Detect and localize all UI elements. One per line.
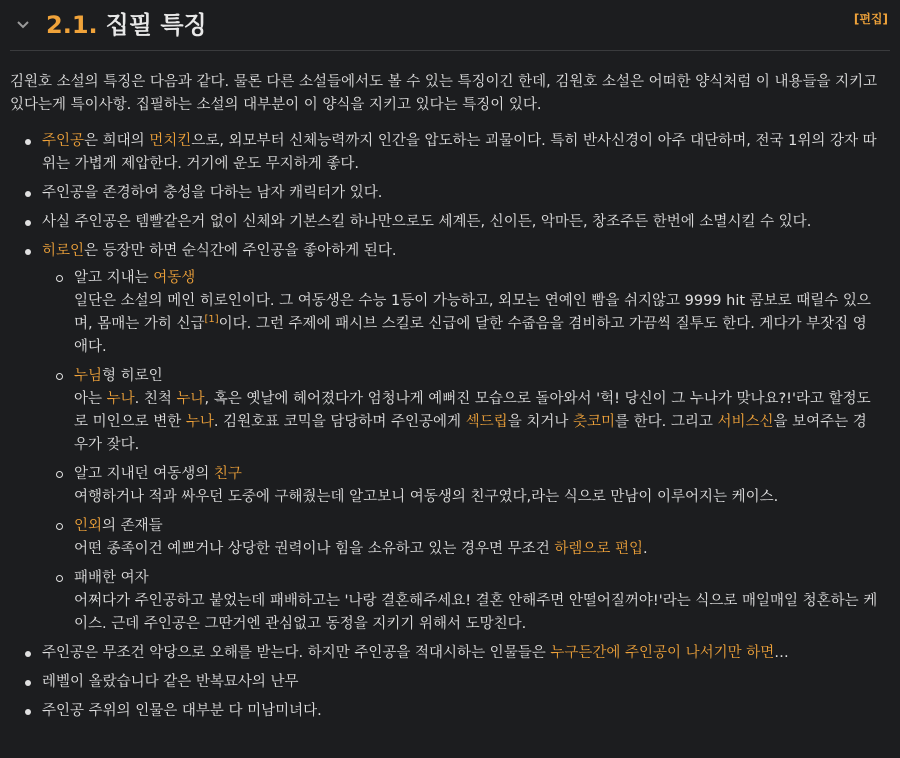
- link-older-sister[interactable]: 누님: [74, 368, 103, 384]
- list-item: [10, 130, 890, 176]
- section-heading[interactable]: [10, 0, 890, 51]
- intro-paragraph: 김원호 소설의 특징은 다음과 같다. 물론 다른 소설들에서도 볼 수 있는 특징이긴 한데, 김원호 소설은 어떠한 양식처럼 이 내용들을 지키고 있다는게 특이사항. 집필하는 소설의 대부분이 이 양식을 지키고 있다는 특징이 있다.: [10, 74, 878, 113]
- item-text: 이다. 그런 주제에 패시브 스킬로 신급에 달한 수줍음을 겸비하고 가끔씩 질투도 한다. 게다가 부잣집 영애다.: [74, 316, 867, 355]
- feature-list: [10, 130, 890, 723]
- item-text: 의 존재들: [102, 518, 163, 534]
- link-friend[interactable]: 친구: [213, 466, 242, 482]
- list-item: [10, 182, 890, 205]
- footnote-link[interactable]: [1]: [204, 314, 219, 326]
- sublist-item: [42, 463, 878, 509]
- item-text: 은 등장만 하면 순식간에 주인공을 좋아하게 된다.: [84, 243, 397, 259]
- item-text: 여행하거나 적과 싸우던 도중에 구해줬는데 알고보니 여동생의 친구였다,라는 식으로 만남이 이루어지는 케이스.: [74, 489, 779, 505]
- link-noona-2[interactable]: 누나: [176, 391, 205, 407]
- item-text: 레벨이 올랐습니다 같은 반복묘사의 난무: [42, 674, 299, 690]
- item-text: 를 한다. 그리고: [614, 414, 718, 430]
- list-item: [10, 700, 890, 723]
- link-heroine[interactable]: 히로인: [42, 243, 85, 259]
- link-younger-sister[interactable]: 여동생: [153, 270, 196, 286]
- item-text: 일단은 소설의 메인 히로인이다. 그 여동생은 수능 1등이 가능하고, 외모는 연예인 빰을 쉬지않고 9999 hit 콤보로 때릴수 있으며, 몸매는 가히 신급: [74, 293, 871, 332]
- section-title: 집필 특징: [105, 10, 207, 39]
- item-text: 을 치거나: [507, 414, 573, 430]
- item-text: 알고 지내는: [74, 270, 154, 286]
- link-harem[interactable]: 하렘으로 편입: [554, 541, 643, 557]
- item-text: 어쩌다가 주인공하고 붙었는데 패배하고는 '나랑 결혼해주세요! 결혼 안해주면 안떨어질꺼야!'라는 식으로 매일매일 청혼하는 케이스. 근데 주인공은 그딴거엔 관심없고 동정을 지키기 위해서 도망친다.: [74, 593, 878, 632]
- list-item: [10, 671, 890, 694]
- item-text: 패배한 여자: [74, 570, 149, 586]
- link-munchkin[interactable]: 먼치킨: [149, 133, 192, 149]
- item-text: 은 희대의: [84, 133, 150, 149]
- link-fanservice[interactable]: 서비스신: [717, 414, 774, 430]
- link-noona-3[interactable]: 누나: [185, 414, 214, 430]
- item-text: 알고 지내던 여동생의: [74, 466, 214, 482]
- item-text: 어떤 종족이건 예쁘거나 상당한 권력이나 힘을 소유하고 있는 경우면 무조건: [74, 541, 555, 557]
- item-text: 주인공 주위의 인물은 대부분 다 미남미녀다.: [42, 703, 322, 719]
- item-text: 사실 주인공은 템빨같은거 없이 신체와 기본스킬 하나만으로도 세계든, 신이든, 악마든, 창조주든 한번에 소멸시킬 수 있다.: [42, 214, 812, 230]
- list-item: [10, 211, 890, 234]
- item-text: …: [774, 645, 789, 661]
- item-text: 을 보여주는 경우가 잦다.: [74, 414, 867, 453]
- item-text: 으로, 외모부터 신체능력까지 인간을 압도하는 괴물이다. 특히 반사신경이 아주 대단하며, 전국 1위의 강자 따위는 가볍게 제압한다. 거기에 운도 무지하게 좋다.: [42, 133, 877, 172]
- item-text: . 친척: [134, 391, 177, 407]
- item-text: 형 히로인: [102, 368, 163, 384]
- sublist-item: [42, 515, 878, 561]
- sublist-item: [42, 267, 878, 359]
- item-text: . 김원호표 코믹을 담당하며 주인공에게: [213, 414, 466, 430]
- link-sex-joke[interactable]: 섹드립: [465, 414, 508, 430]
- link-whoever[interactable]: 누구든간에 주인공이 나서기만 하면: [550, 645, 775, 661]
- chevron-down-icon[interactable]: [14, 16, 32, 34]
- link-nonhuman[interactable]: 인외: [74, 518, 103, 534]
- item-text: 주인공을 존경하여 충성을 다하는 남자 캐릭터가 있다.: [42, 185, 383, 201]
- item-text: .: [642, 541, 648, 557]
- edit-link[interactable]: [편집]: [853, 12, 888, 26]
- item-text: , 혹은 옛날에 헤어졌다가 엄청나게 예뻐진 모습으로 돌아와서 '헉! 당신이 그 누나가 맞나요?!'라고 할정도로 미인으로 변한: [74, 391, 871, 430]
- sublist-item: [42, 567, 878, 636]
- link-protagonist[interactable]: 주인공: [42, 133, 85, 149]
- list-item: [10, 642, 890, 665]
- heroine-sublist: [42, 267, 878, 636]
- section-number[interactable]: 2.1.: [46, 10, 98, 39]
- link-tsukkomi[interactable]: 츳코미: [572, 414, 615, 430]
- sublist-item: [42, 365, 878, 457]
- link-noona-1[interactable]: 누나: [106, 391, 135, 407]
- list-item: [10, 240, 890, 636]
- item-text: 주인공은 무조건 악당으로 오해를 받는다. 하지만 주인공을 적대시하는 인물들은: [42, 645, 551, 661]
- item-text: 아는: [74, 391, 107, 407]
